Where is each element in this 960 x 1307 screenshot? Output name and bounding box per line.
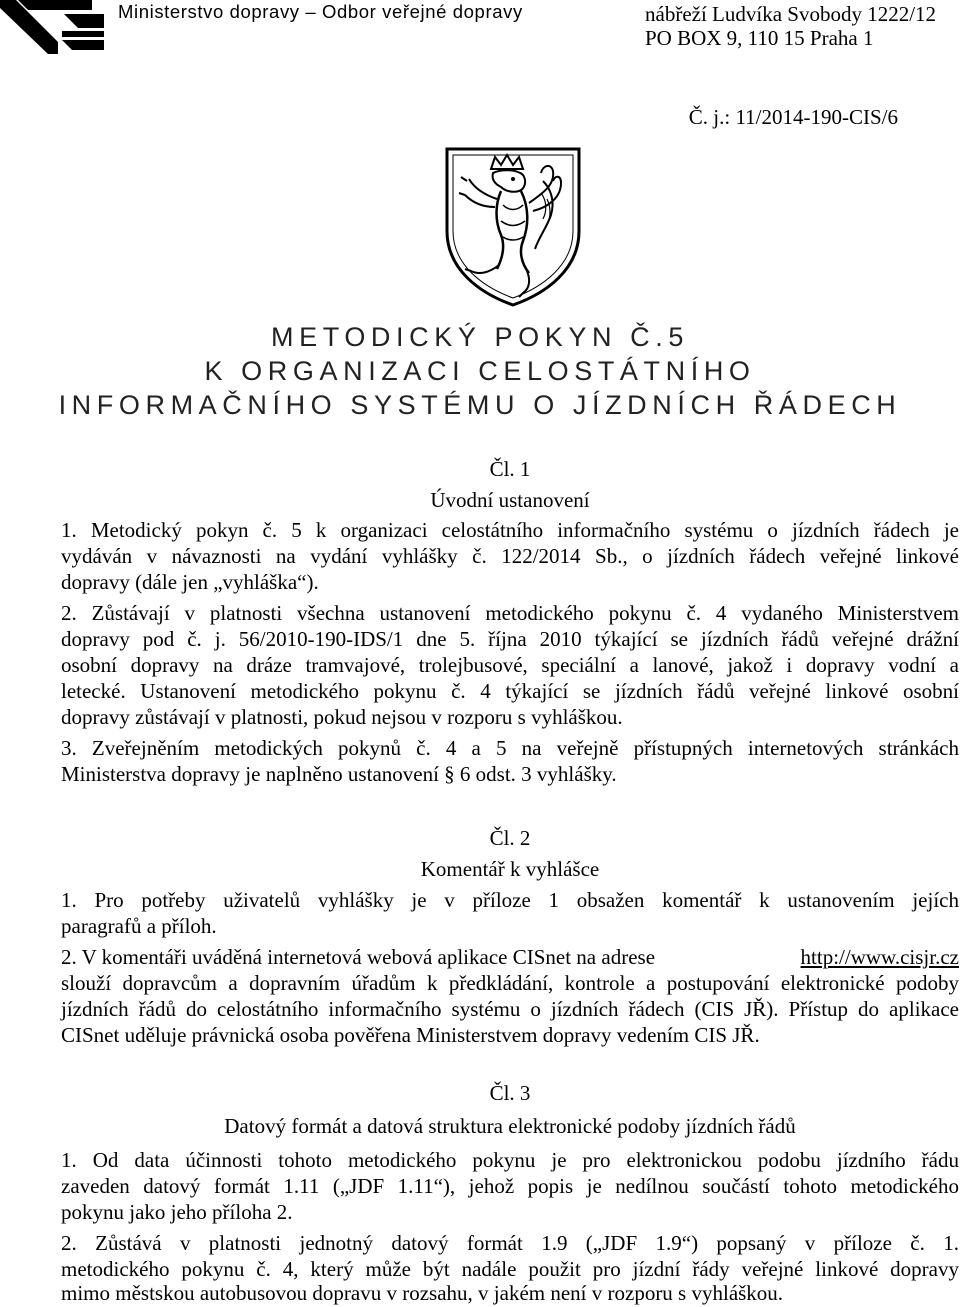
address-line-1: nábřeží Ludvíka Svobody 1222/12 [645,2,937,26]
article-1-para-2-line: letecké. Ustanovení metodického pokynu č. 4 týkající se jízdních řádů veřejné linkové osobní [61,679,959,703]
document-title-line-1: METODICKÝ POKYN Č.5 [271,322,689,352]
article-3-para-1-line: pokynu jako jeho příloha 2. [61,1200,293,1224]
article-3-heading: Čl. 3 [489,1081,531,1105]
document-title-line-3: INFORMAČNÍHO SYSTÉMU O JÍZDNÍCH ŘÁDECH [58,390,902,420]
article-1-para-3-line: Ministerstva dopravy je naplněno ustanovení § 6 odst. 3 vyhlášky. [61,762,617,786]
article-2-para-2-first-line [61,945,959,970]
article-2-para-1-line: 1. Pro potřeby uživatelů vyhlášky je v příloze 1 obsažen komentář k ustanovením jejích [61,888,959,912]
cisjr-link[interactable]: http://www.cisjr.cz [800,945,959,969]
ministry-logo-icon [0,0,108,60]
coat-of-arms-lion-icon [443,145,583,307]
article-3-para-1-line: zaveden datový formát 1.11 („JDF 1.11“), jehož popis je nedílnou součástí tohoto metodického [61,1174,959,1198]
article-3-para-1-line: 1. Od data účinnosti tohoto metodického pokynu je pro elektronickou podobu jízdního řádu [61,1148,959,1172]
article-2-para-2-line: jízdních řádů do celostátního informačního systému o jízdních řádech (CIS JŘ). Přístup do aplikace [61,997,959,1021]
address-line-2: PO BOX 9, 110 15 Praha 1 [645,26,874,50]
article-3-para-2-line: mimo městskou autobusovou dopravu v rozsahu, v jakém není v rozporu s vyhláškou. [61,1281,784,1305]
article-2-para-2-text: 2. V komentáři uváděná internetová webová aplikace CISnet na adrese [61,945,656,969]
article-2-para-1-line: paragrafů a příloh. [61,914,217,938]
article-1-para-2-line: osobní dopravy na dráze tramvajové, trolejbusové, speciální a lanové, jakož i dopravy vodní a [61,653,959,677]
article-2-para-2-line: CISnet uděluje právnická osoba pověřena Ministerstvem dopravy vedením CIS JŘ. [61,1023,760,1047]
article-1-para-3-line: 3. Zveřejněním metodických pokynů č. 4 a 5 na veřejně přístupných internetových stránkách [61,736,959,760]
article-3-subheading: Datový formát a datová struktura elektronické podoby jízdních řádů [224,1114,796,1138]
article-1-para-2-line: dopravy zůstávají v platnosti, pokud nejsou v rozporu s vyhláškou. [61,705,623,729]
article-1-para-2-line: dopravy pod č. j. 56/2010-190-IDS/1 dne 5. října 2010 týkající se jízdních řádů veřejné drážní [61,627,959,651]
article-1-para-1-line: 1. Metodický pokyn č. 5 k organizaci celostátního informačního systému o jízdních řádech je [61,518,959,542]
article-1-heading: Čl. 1 [489,457,531,481]
article-3-para-2-line: 2. Zůstává v platnosti jednotný datový formát 1.9 („JDF 1.9“) popsaný v příloze č. 1. [61,1231,959,1255]
article-3-para-2-line: metodického pokynu č. 4, který může být nadále použit pro jízdní řády veřejné linkové dopravy [61,1257,959,1281]
reference-number: Č. j.: 11/2014-190-CIS/6 [688,105,898,129]
article-1-subheading: Úvodní ustanovení [430,488,590,512]
article-2-subheading: Komentář k vyhlášce [420,857,600,881]
article-1-para-1-line: dopravy (dále jen „vyhláška“). [61,570,319,594]
article-2-heading: Čl. 2 [489,826,531,850]
article-2-para-2-line: slouží dopravcům a dopravním úřadům k předkládání, kontrole a postupování elektronické podoby [61,971,959,995]
article-1-para-2-line: 2. Zůstávají v platnosti všechna ustanovení metodického pokynu č. 4 vydaného Ministerstvem [61,601,959,625]
article-1-para-1-line: vydáván v návaznosti na vydání vyhlášky č. 122/2014 Sb., o jízdních řádech veřejné linkové [61,544,959,568]
ministry-name: Ministerstvo dopravy – Odbor veřejné dopravy [118,1,523,22]
document-title-line-2: K ORGANIZACI CELOSTÁTNÍHO [204,356,756,386]
